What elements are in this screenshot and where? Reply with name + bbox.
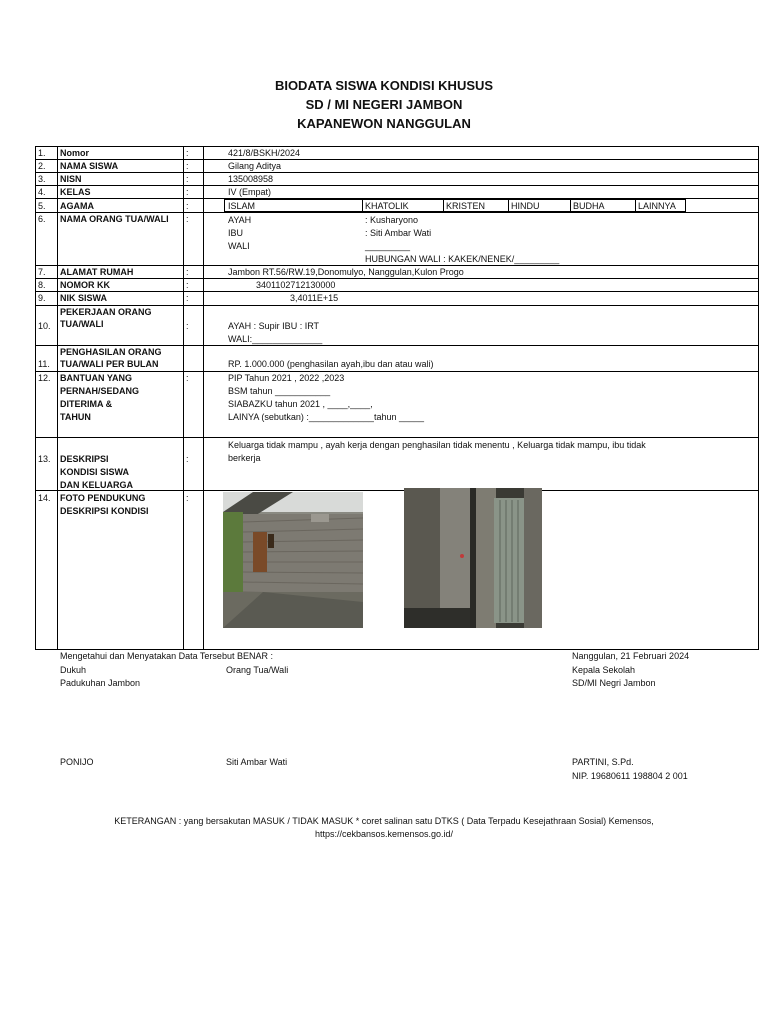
row-number: 5. bbox=[38, 201, 46, 211]
label-pekerjaan: PEKERJAAN ORANG bbox=[60, 307, 152, 317]
separator: : bbox=[186, 293, 189, 303]
value-nomor-kk: 3401102712130000 bbox=[256, 280, 336, 290]
house-exterior-photo bbox=[223, 492, 363, 628]
label-deskripsi: DESKRIPSI bbox=[60, 454, 109, 464]
label-nik: NIK SISWA bbox=[60, 293, 108, 303]
label-nama-ortu: NAMA ORANG TUA/WALI bbox=[60, 214, 169, 224]
label-bantuan-2: PERNAH/SEDANG bbox=[60, 386, 140, 396]
separator: : bbox=[186, 321, 189, 331]
row-number: 9. bbox=[38, 293, 46, 303]
religion-option-hindu: HINDU bbox=[511, 201, 540, 211]
value-siabazku: SIABAZKU tahun 2021 , ____,____, bbox=[228, 399, 373, 409]
separator: : bbox=[186, 267, 189, 277]
row-number: 13. bbox=[38, 454, 51, 464]
label-penghasilan: PENGHASILAN ORANG bbox=[60, 347, 162, 357]
row-number: 12. bbox=[38, 373, 51, 383]
row-number: 1. bbox=[38, 148, 46, 158]
biodata-table bbox=[35, 146, 759, 650]
separator: : bbox=[186, 214, 189, 224]
row-number: 11. bbox=[38, 359, 50, 369]
label-wali: WALI bbox=[228, 241, 250, 251]
row-number: 6. bbox=[38, 214, 46, 224]
value-ibu: : Siti Ambar Wati bbox=[365, 228, 432, 238]
value-penghasilan: RP. 1.000.000 (penghasilan ayah,ibu dan atau wali) bbox=[228, 359, 434, 369]
house-interior-photo bbox=[404, 488, 542, 628]
religion-option-khatolik: KHATOLIK bbox=[365, 201, 409, 211]
label-nisn: NISN bbox=[60, 174, 82, 184]
kepala-nip: NIP. 19680611 198804 2 001 bbox=[572, 771, 688, 781]
label-foto-2: DESKRIPSI KONDISI bbox=[60, 506, 149, 516]
value-deskripsi-2: berkerja bbox=[228, 453, 261, 463]
religion-option-islam: ISLAM bbox=[228, 201, 256, 211]
document-title: BIODATA SISWA KONDISI KHUSUS bbox=[274, 78, 494, 93]
hubungan-wali: HUBUNGAN WALI : KAKEK/NENEK/_________ bbox=[365, 254, 560, 264]
row-number: 4. bbox=[38, 187, 46, 197]
row-number: 10. bbox=[38, 321, 51, 331]
row-number: 8. bbox=[38, 280, 46, 290]
footer-school: SD/MI Negri Jambon bbox=[572, 678, 656, 688]
keterangan-link: https://cekbansos.kemensos.go.id/ bbox=[314, 829, 454, 839]
label-nama-siswa: NAMA SISWA bbox=[60, 161, 119, 171]
value-pekerjaan: AYAH : Supir IBU : IRT bbox=[228, 321, 320, 331]
value-deskripsi: Keluarga tidak mampu , ayah kerja dengan penghasilan tidak menentu , Keluarga tidak mampu, ibu tidak bbox=[228, 440, 646, 450]
label-bantuan-3: DITERIMA & bbox=[60, 399, 113, 409]
row-number: 14. bbox=[38, 493, 51, 503]
separator: : bbox=[186, 493, 189, 503]
label-bantuan-4: TAHUN bbox=[60, 412, 91, 422]
label-deskripsi-3: DAN KELUARGA bbox=[60, 480, 133, 490]
signature-dukuh: PONIJO bbox=[60, 757, 94, 767]
label-bantuan: BANTUAN YANG bbox=[60, 373, 133, 383]
label-nomor: Nomor bbox=[60, 148, 89, 158]
district-name: KAPANEWON NANGGULAN bbox=[297, 116, 471, 131]
keterangan: KETERANGAN : yang bersakutan MASUK / TIDAK MASUK * coret salinan satu DTKS ( Data Terpadu Kesejathraan Sosial) Kemensos, bbox=[114, 816, 654, 826]
separator: : bbox=[186, 148, 189, 158]
footer-kepala: Kepala Sekolah bbox=[572, 665, 636, 675]
label-penghasilan-2: TUA/WALI PER BULAN bbox=[60, 359, 159, 369]
value-nomor: 421/8/BSKH/2024 bbox=[228, 148, 301, 158]
separator: : bbox=[186, 161, 189, 171]
row-number: 7. bbox=[38, 267, 46, 277]
label-ayah: AYAH bbox=[228, 215, 252, 225]
label-deskripsi-2: KONDISI SISWA bbox=[60, 467, 130, 477]
separator: : bbox=[186, 454, 189, 464]
footer-padukuhan: Padukuhan Jambon bbox=[60, 678, 141, 688]
value-kelas: IV (Empat) bbox=[228, 187, 272, 197]
value-nisn: 135008958 bbox=[228, 174, 274, 184]
religion-option-lainnya: LAINNYA bbox=[638, 201, 676, 211]
value-alamat: Jambon RT.56/RW.19,Donomulyo, Nanggulan,Kulon Progo bbox=[228, 267, 464, 277]
separator: : bbox=[186, 280, 189, 290]
value-pekerjaan-wali: WALI:______________ bbox=[228, 334, 323, 344]
row-number: 2. bbox=[38, 161, 46, 171]
value-lainya: LAINYA (sebutkan) :_____________tahun _____ bbox=[228, 412, 424, 422]
religion-option-budha: BUDHA bbox=[573, 201, 605, 211]
label-agama: AGAMA bbox=[60, 201, 94, 211]
value-bsm: BSM tahun ___________ bbox=[228, 386, 331, 396]
footer-dukuh: Dukuh bbox=[60, 665, 87, 675]
value-ayah: : Kusharyono bbox=[365, 215, 419, 225]
separator: : bbox=[186, 174, 189, 184]
value-wali: _________ bbox=[365, 241, 411, 251]
label-nomor-kk: NOMOR KK bbox=[60, 280, 110, 290]
label-ibu: IBU bbox=[228, 228, 244, 238]
value-nama-siswa: Gilang Aditya bbox=[228, 161, 282, 171]
religion-option-kristen: KRISTEN bbox=[446, 201, 486, 211]
separator: : bbox=[186, 201, 189, 211]
label-kelas: KELAS bbox=[60, 187, 91, 197]
label-pekerjaan-2: TUA/WALI bbox=[60, 319, 104, 329]
school-name: SD / MI NEGERI JAMBON bbox=[305, 97, 463, 112]
footer-date: Nanggulan, 21 Februari 2024 bbox=[572, 651, 690, 661]
signature-kepala: PARTINI, S.Pd. bbox=[572, 757, 634, 767]
value-nik: 3,4011E+15 bbox=[290, 293, 339, 303]
label-foto: FOTO PENDUKUNG bbox=[60, 493, 146, 503]
separator: : bbox=[186, 373, 189, 383]
footer-mengetahui: Mengetahui dan Menyatakan Data Tersebut BENAR : bbox=[60, 651, 273, 661]
signature-ortu: Siti Ambar Wati bbox=[226, 757, 288, 767]
label-alamat: ALAMAT RUMAH bbox=[60, 267, 134, 277]
row-number: 3. bbox=[38, 174, 46, 184]
footer-ortu: Orang Tua/Wali bbox=[226, 665, 289, 675]
value-pip: PIP Tahun 2021 , 2022 ,2023 bbox=[228, 373, 345, 383]
separator: : bbox=[186, 187, 189, 197]
